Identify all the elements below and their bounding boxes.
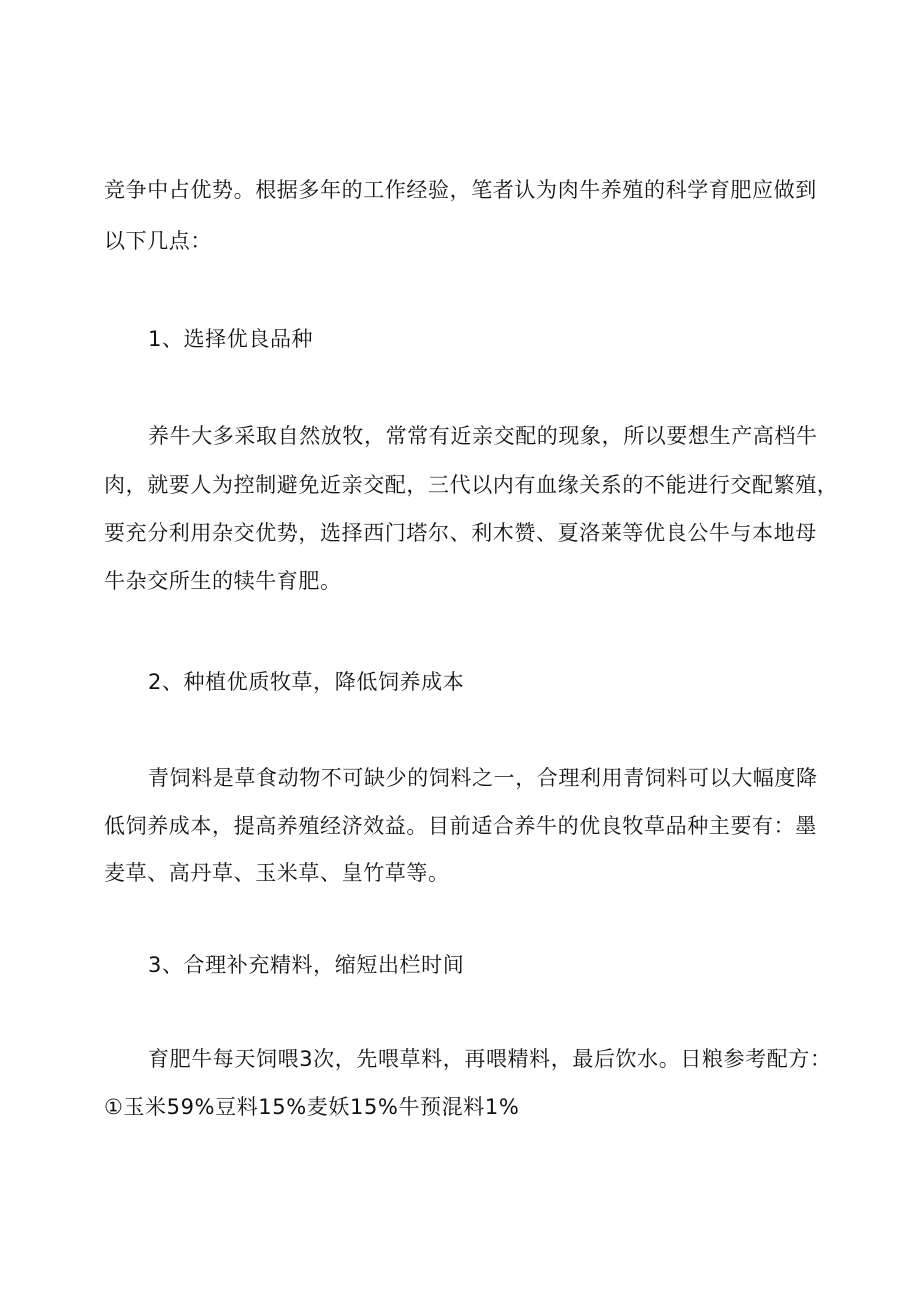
section-1-paragraph-line-3: 要充分利用杂交优势，选择西门塔尔、利木赞、夏洛莱等优良公牛与本地母	[104, 521, 817, 545]
section-1-paragraph-line-4: 牛杂交所生的犊牛育肥。	[104, 569, 342, 593]
section-2-paragraph-line-2: 低饲养成本，提高养殖经济效益。目前适合养牛的优良牧草品种主要有：墨	[104, 814, 817, 838]
section-2-heading: 2、种植优质牧草，降低饲养成本	[148, 670, 465, 694]
section-3-heading: 3、合理补充精料，缩短出栏时间	[148, 953, 465, 977]
section-3-paragraph-line-2: ①玉米59%豆料15%麦妖15%牛预混料1%	[104, 1095, 520, 1119]
section-1-paragraph-line-1: 养牛大多采取自然放牧，常常有近亲交配的现象，所以要想生产高档牛	[148, 424, 818, 448]
section-2-paragraph-line-1: 青饲料是草食动物不可缺少的饲料之一，合理利用青饲料可以大幅度降	[148, 766, 818, 790]
section-3-paragraph-line-1: 育肥牛每天饲喂3次，先喂草料，再喂精料，最后饮水。日粮参考配方：	[148, 1047, 832, 1071]
section-1-heading: 1、选择优良品种	[148, 327, 314, 351]
section-2-paragraph-line-3: 麦草、高丹草、玉米草、皇竹草等。	[104, 861, 450, 885]
intro-line-1: 竞争中占优势。根据多年的工作经验，笔者认为肉牛养殖的科学育肥应做到	[104, 178, 817, 202]
intro-line-2: 以下几点：	[104, 229, 212, 253]
section-1-paragraph-line-2: 肉，就要人为控制避免近亲交配，三代以内有血缘关系的不能进行交配繁殖，	[104, 473, 839, 497]
